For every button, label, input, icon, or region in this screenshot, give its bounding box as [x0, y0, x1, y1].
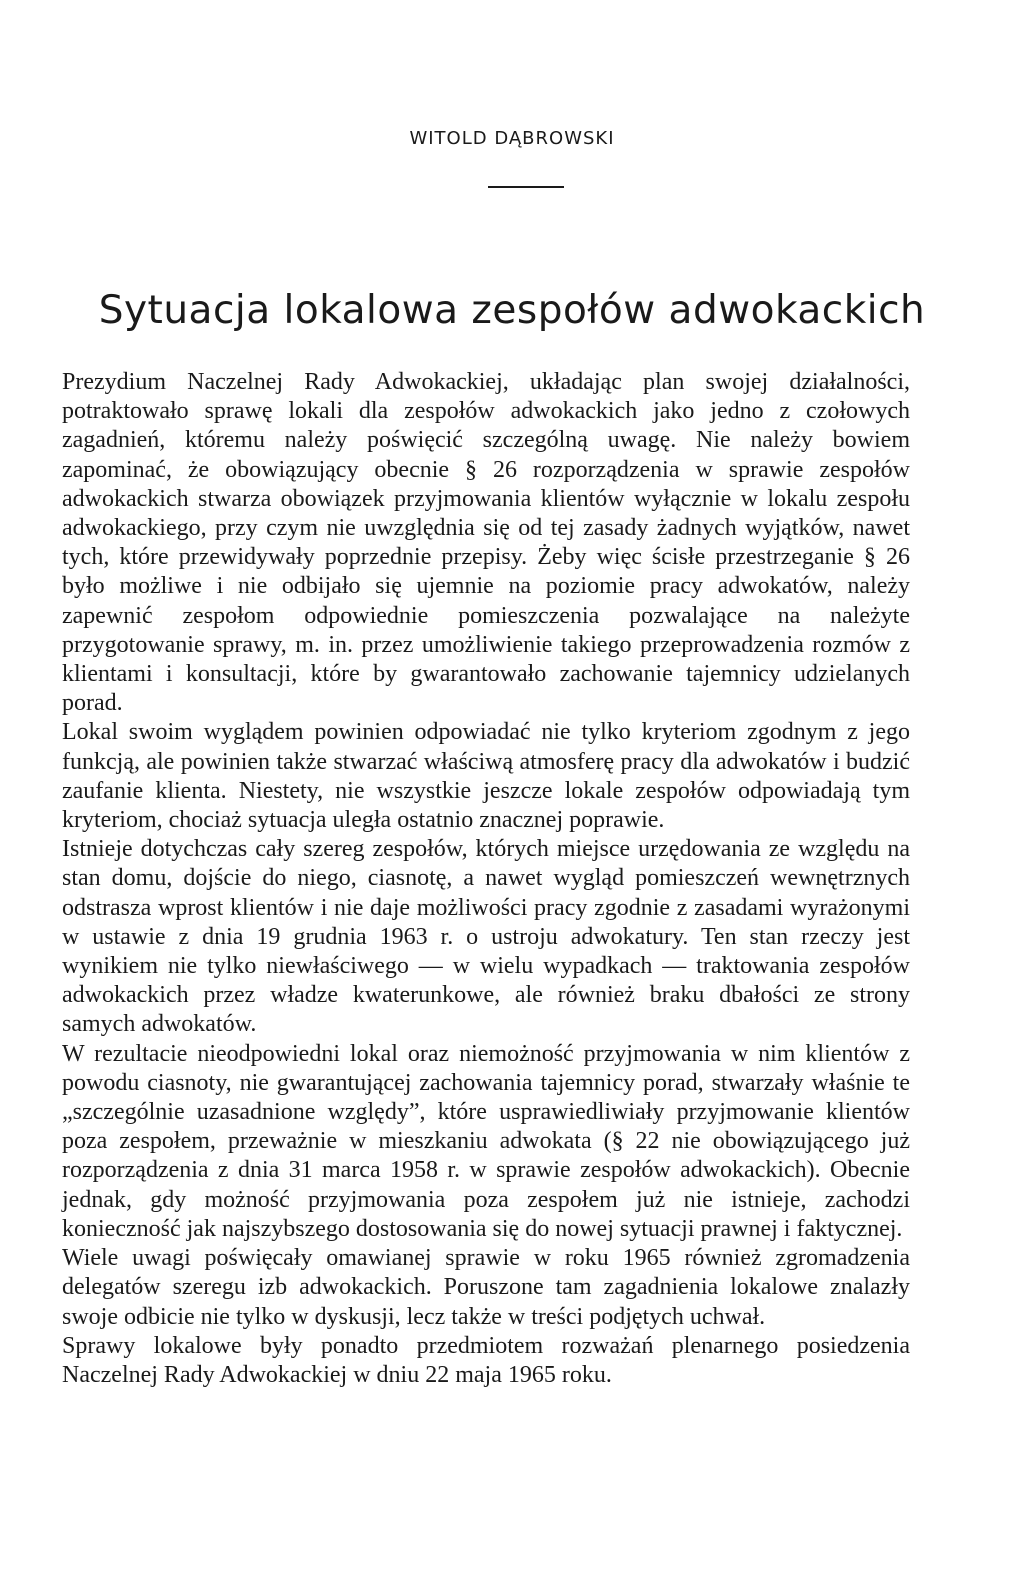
- paragraph: W rezultacie nieodpowiedni lokal oraz niemożność przyjmowania w nim klientów z powodu ciasnoty, nie gwarantującej zachowania tajemnicy porad, stwarzały właśnie te „szczególnie uzasadnione względy”, które usprawiedliwiały przyjmowanie klientów poza zespołem, przeważnie w mieszkaniu adwokata (§ 22 nie obowiązującego już rozporządzenia z dnia 31 marca 1958 r. w sprawie zespołów adwokackich). Obecnie jednak, gdy możność przyjmowania poza zespołem już nie istnieje, zachodzi konieczność jak najszybszego dostosowania się do nowej sytuacji prawnej i faktycznej.: [62, 1040, 910, 1242]
- article-title: Sytuacja lokalowa zespołów adwokackich: [98, 288, 926, 333]
- article-body: [62, 368, 910, 1390]
- paragraph: Wiele uwagi poświęcały omawianej sprawie w roku 1965 również zgromadzenia delegatów szeregu izb adwokackich. Poruszone tam zagadnienia lokalowe znalazły swoje odbicie nie tylko w dyskusji, lecz także w treści podjętych uchwał.: [62, 1245, 910, 1330]
- author-name: WITOLD DĄBROWSKI: [409, 128, 615, 149]
- title-divider: [488, 186, 564, 188]
- paragraph: Lokal swoim wyglądem powinien odpowiadać nie tylko kryteriom zgodnym z jego funkcją, ale powinien także stwarzać właściwą atmosferę pracy dla adwokatów i budzić zaufanie klienta. Niestety, nie wszystkie jeszcze lokale zespołów odpowiadają tym kryteriom, chociaż sytuacja uległa ostatnio znacznej poprawie.: [62, 719, 910, 834]
- paragraph: Istnieje dotychczas cały szereg zespołów, których miejsce urzędowania ze względu na stan domu, dojście do niego, ciasnotę, a nawet wygląd pomieszczeń wewnętrznych odstrasza wprost klientów i nie daje możliwości pracy zgodnie z zasadami wyrażonymi w ustawie z dnia 19 grudnia 1963 r. o ustroju adwokatury. Ten stan rzeczy jest wynikiem nie tylko niewłaściwego — w wielu wypadkach — traktowania zespołów adwokackich przez władze kwaterunkowe, ale również braku dbałości ze strony samych adwokatów.: [62, 836, 910, 1038]
- paragraph: Prezydium Naczelnej Rady Adwokackiej, układając plan swojej działalności, potraktowało sprawę lokali dla zespołów adwokackich jako jedno z czołowych zagadnień, któremu należy poświęcić szczególną uwagę. Nie należy bowiem zapominać, że obowiązujący obecnie § 26 rozporządzenia w sprawie zespołów adwokackich stwarza obowiązek przyjmowania klientów wyłącznie w lokalu zespołu adwokackiego, przy czym nie uwzględnia się od tej zasady żadnych wyjątków, nawet tych, które przewidywały poprzednie przepisy. Żeby więc ścisłe przestrzeganie § 26 było możliwe i nie odbijało się ujemnie na poziomie pracy adwokatów, należy zapewnić zespołom odpowiednie pomieszczenia pozwalające na należyte przygotowanie sprawy, m. in. przez umożliwienie takiego przeprowadzenia rozmów z klientami i konsultacji, które by gwarantowało zachowanie tajemnicy udzielanych porad.: [62, 369, 910, 717]
- paragraph: Sprawy lokalowe były ponadto przedmiotem rozważań plenarnego posiedzenia Naczelnej Rady Adwokackiej w dniu 22 maja 1965 roku.: [62, 1332, 910, 1388]
